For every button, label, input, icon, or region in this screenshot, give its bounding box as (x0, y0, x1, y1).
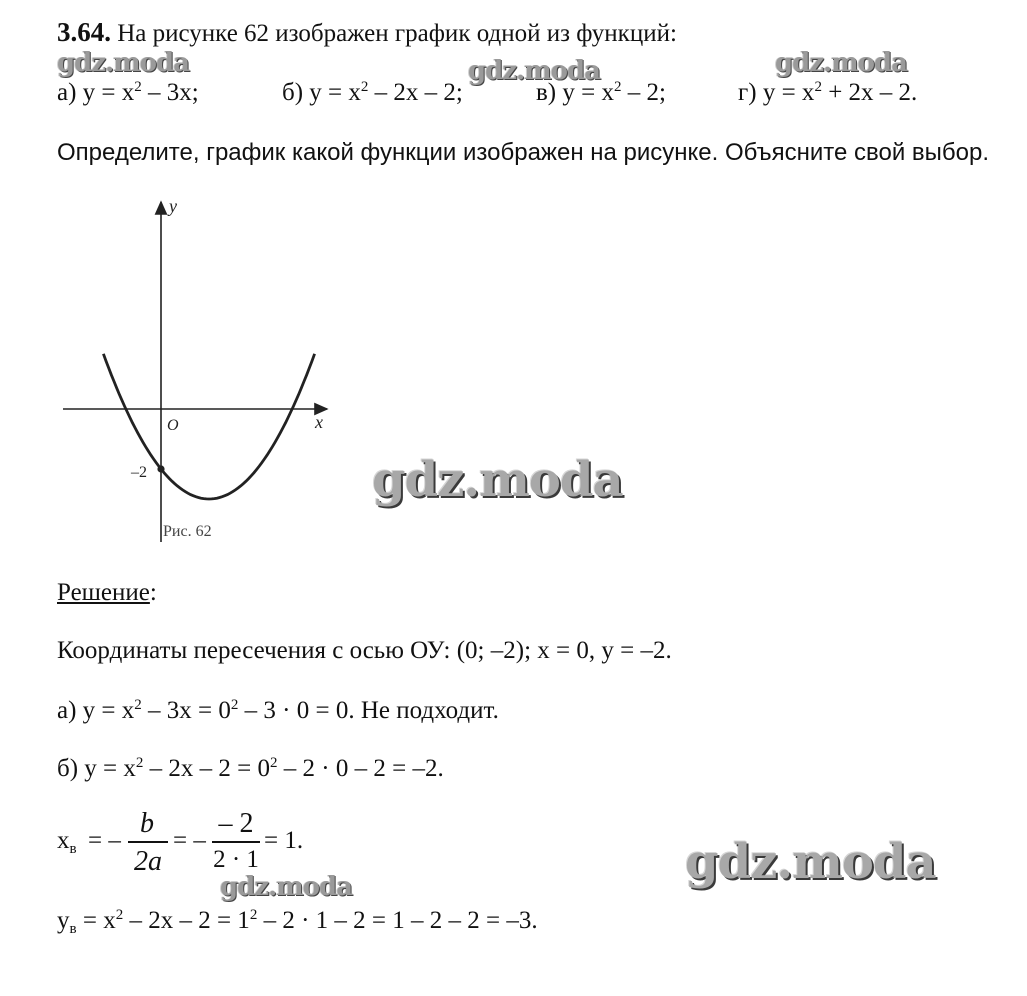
parabola-figure (55, 192, 355, 552)
problem-number: 3.64. (57, 17, 111, 47)
solution-line-a: а) $y = x^2 - 3x = 0^2 - 3 \cdot 0 = 0$. Не подходит. (57, 697, 499, 724)
axis-x-label: x (315, 412, 323, 432)
watermark: gdz.moda (372, 452, 623, 508)
vertex-y-line: $y_в = x^2 - 2x - 2 = 1^2 - 2 \cdot 1 - 2 = 1 - 2 - 2 = -3$. (57, 907, 538, 937)
y-intercept-point (157, 465, 164, 472)
point-label: –2 (131, 464, 147, 481)
watermark: gdz.moda (775, 48, 908, 78)
problem-header (57, 17, 677, 49)
watermark: gdz.moda (220, 872, 353, 902)
solution-intersection: Координаты пересечения с осью ОУ: (0; –2); x = 0, y = –2. (57, 637, 672, 664)
watermark: gdz.moda (468, 56, 601, 86)
option-d: г) $y = x^2 + 2x - 2$. (738, 79, 918, 106)
solution-heading: Решение: (57, 579, 157, 606)
option-b: б) $y = x^2 - 2x - 2$; (282, 79, 463, 106)
problem-statement: На рисунке 62 изображен график одной из функций: (117, 20, 677, 47)
watermark: gdz.moda (57, 48, 190, 78)
origin-label: O (167, 417, 179, 434)
option-c: в) $y = x^2 - 2$; (536, 79, 666, 106)
axis-y-label: y (169, 196, 177, 216)
watermark: gdz.moda (685, 834, 936, 890)
solution-line-b: б) $y = x^2 - 2x - 2 = 0^2 - 2 \cdot 0 - 2 = -2$. (57, 755, 444, 782)
problem-question: Определите, график какой функции изображен на рисунке. Объясните свой выбор. (57, 139, 990, 166)
option-a: а) $y = x^2 - 3x$; (57, 79, 199, 106)
figure-caption: Рис. 62 (163, 523, 212, 540)
